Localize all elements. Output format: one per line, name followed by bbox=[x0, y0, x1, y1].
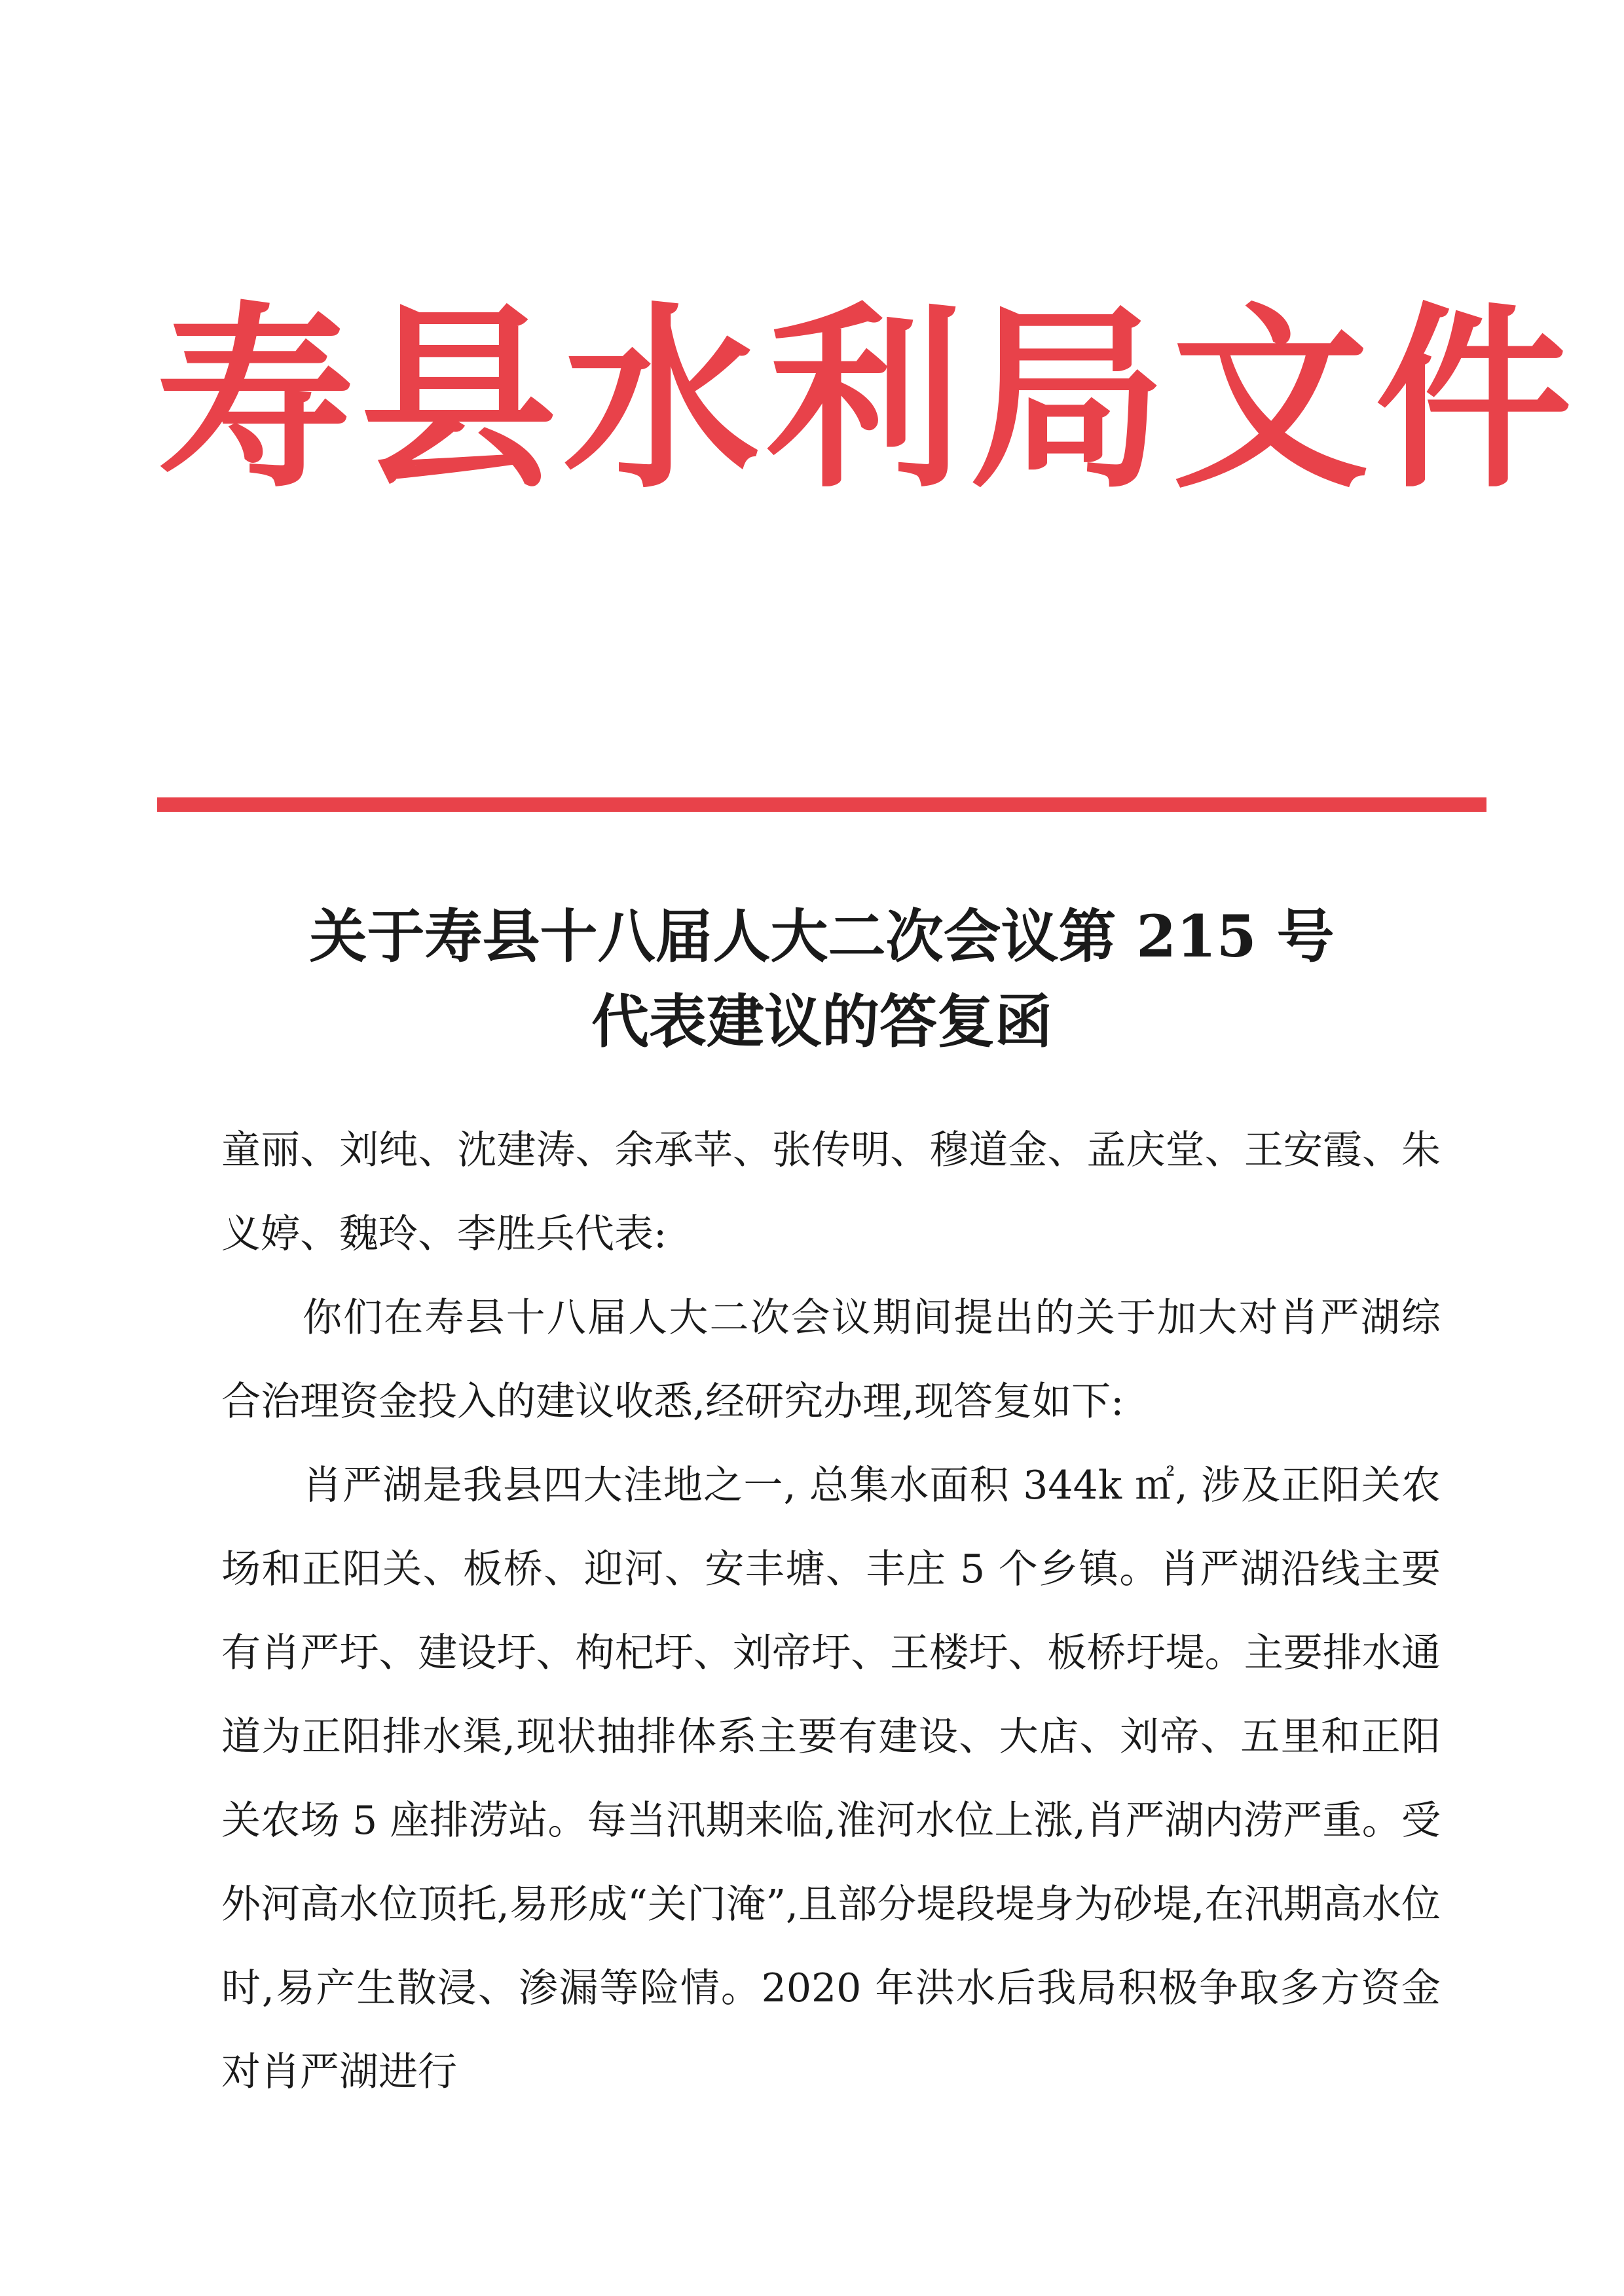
paragraph-1: 你们在寿县十八届人大二次会议期间提出的关于加大对肖严湖综合治理资金投入的建议收悉,经研究办理,现答复如下: bbox=[221, 1295, 1441, 1425]
red-separator-rule bbox=[157, 797, 1486, 812]
document-title bbox=[157, 894, 1486, 1064]
title-line-2: 代表建议的答复函 bbox=[591, 987, 1052, 1055]
document-body bbox=[221, 1108, 1441, 2114]
paragraph-2: 肖严湖是我县四大洼地之一, 总集水面积 344k ㎡, 涉及正阳关农场和正阳关、板桥、迎河、安丰塘、丰庄 5 个乡镇。肖严湖沿线主要有肖严圩、建设圩、枸杞圩、刘帝圩、王楼圩、板桥圩堤。主要排水通道为正阳排水渠,现状抽排体系主要有建设、大店、刘帝、五里和正阳关农场 5 座排涝站。每当汛期来临,淮河水位上涨,肖严湖内涝严重。受外河高水位顶托,易形成“关门淹”,且部分堤段堤身为砂堤,在汛期高水位时,易产生散浸、渗漏等险情。2020 年洪水后我局积极争取多方资金对肖严湖进行 bbox=[221, 1463, 1441, 2095]
salutation: 童丽、刘纯、沈建涛、余承苹、张传明、穆道金、孟庆堂、王安霞、朱义婷、魏玲、李胜兵代表: bbox=[221, 1127, 1441, 1257]
title-line-1: 关于寿县十八届人大二次会议第 215 号 bbox=[309, 902, 1335, 970]
issuer-header: 寿县水利局文件 bbox=[157, 283, 1578, 515]
